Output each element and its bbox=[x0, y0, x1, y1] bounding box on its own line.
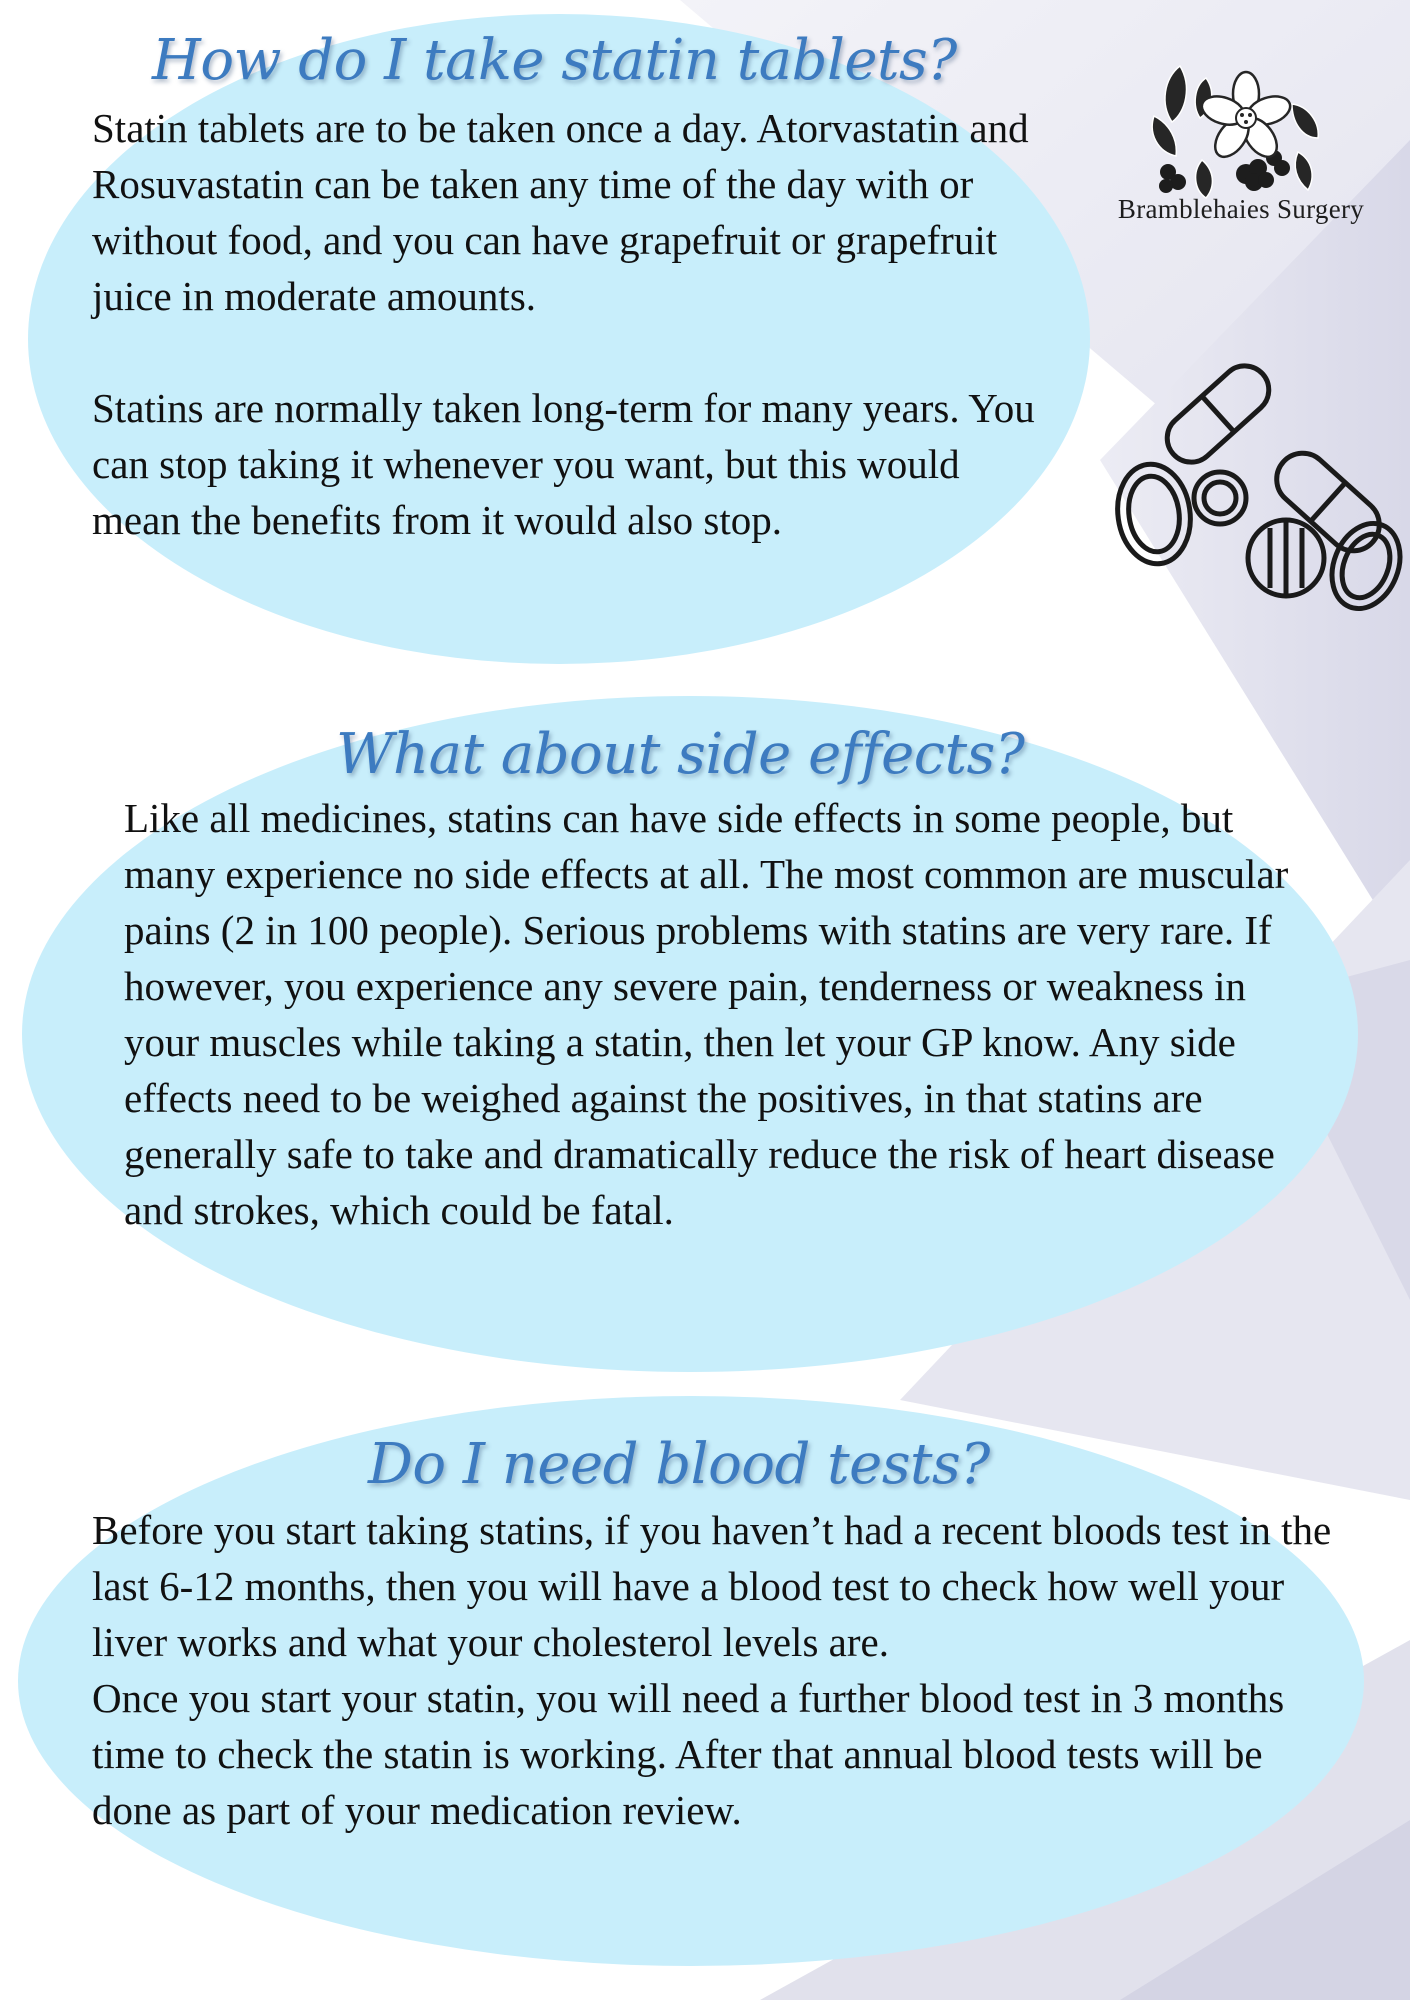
heading-side-effects: What about side effects? bbox=[336, 722, 1025, 787]
heading-blood-tests: Do I need blood tests? bbox=[368, 1432, 990, 1497]
paragraph: Once you start your statin, you will need a further blood test in 3 months time to check the statin is working. After that annual blood tests will be done as part of your medication review. bbox=[92, 1675, 1285, 1833]
paragraph: Before you start taking statins, if you haven’t had a recent bloods test in the last 6-12 months, then you will have a blood test to check how well your liver works and what your cholesterol levels are. bbox=[92, 1507, 1332, 1665]
surgery-logo bbox=[1086, 56, 1396, 236]
surgery-name: Bramblehaies Surgery bbox=[1117, 194, 1365, 224]
paragraph: Like all medicines, statins can have side effects in some people, but many experience no side effects at all. The most common are muscular pains (2 in 100 people). Serious problems with statins are very rare. If however, you experience any severe pain, tenderness or weakness in your muscles while taking a statin, then let your GP know. Any side effects need to be weighed against the positives, in that statins are generally safe to take and dramatically reduce the risk of heart disease and strokes, which could be fatal. bbox=[124, 795, 1289, 1233]
body-take-statins bbox=[92, 100, 1052, 548]
body-side-effects bbox=[124, 790, 1324, 1238]
body-blood-tests bbox=[92, 1502, 1352, 1838]
paragraph: Statin tablets are to be taken once a day. Atorvastatin and Rosuvastatin can be taken any time of the day with or without food, and you can have grapefruit or grapefruit juice in moderate amounts. bbox=[92, 105, 1029, 319]
pills-icon bbox=[1110, 362, 1410, 622]
heading-take-statins: How do I take statin tablets? bbox=[152, 28, 957, 93]
bramble-flower-icon bbox=[1142, 56, 1332, 206]
paragraph: Statins are normally taken long-term for many years. You can stop taking it whenever you want, but this would mean the benefits from it would also stop. bbox=[92, 385, 1035, 543]
